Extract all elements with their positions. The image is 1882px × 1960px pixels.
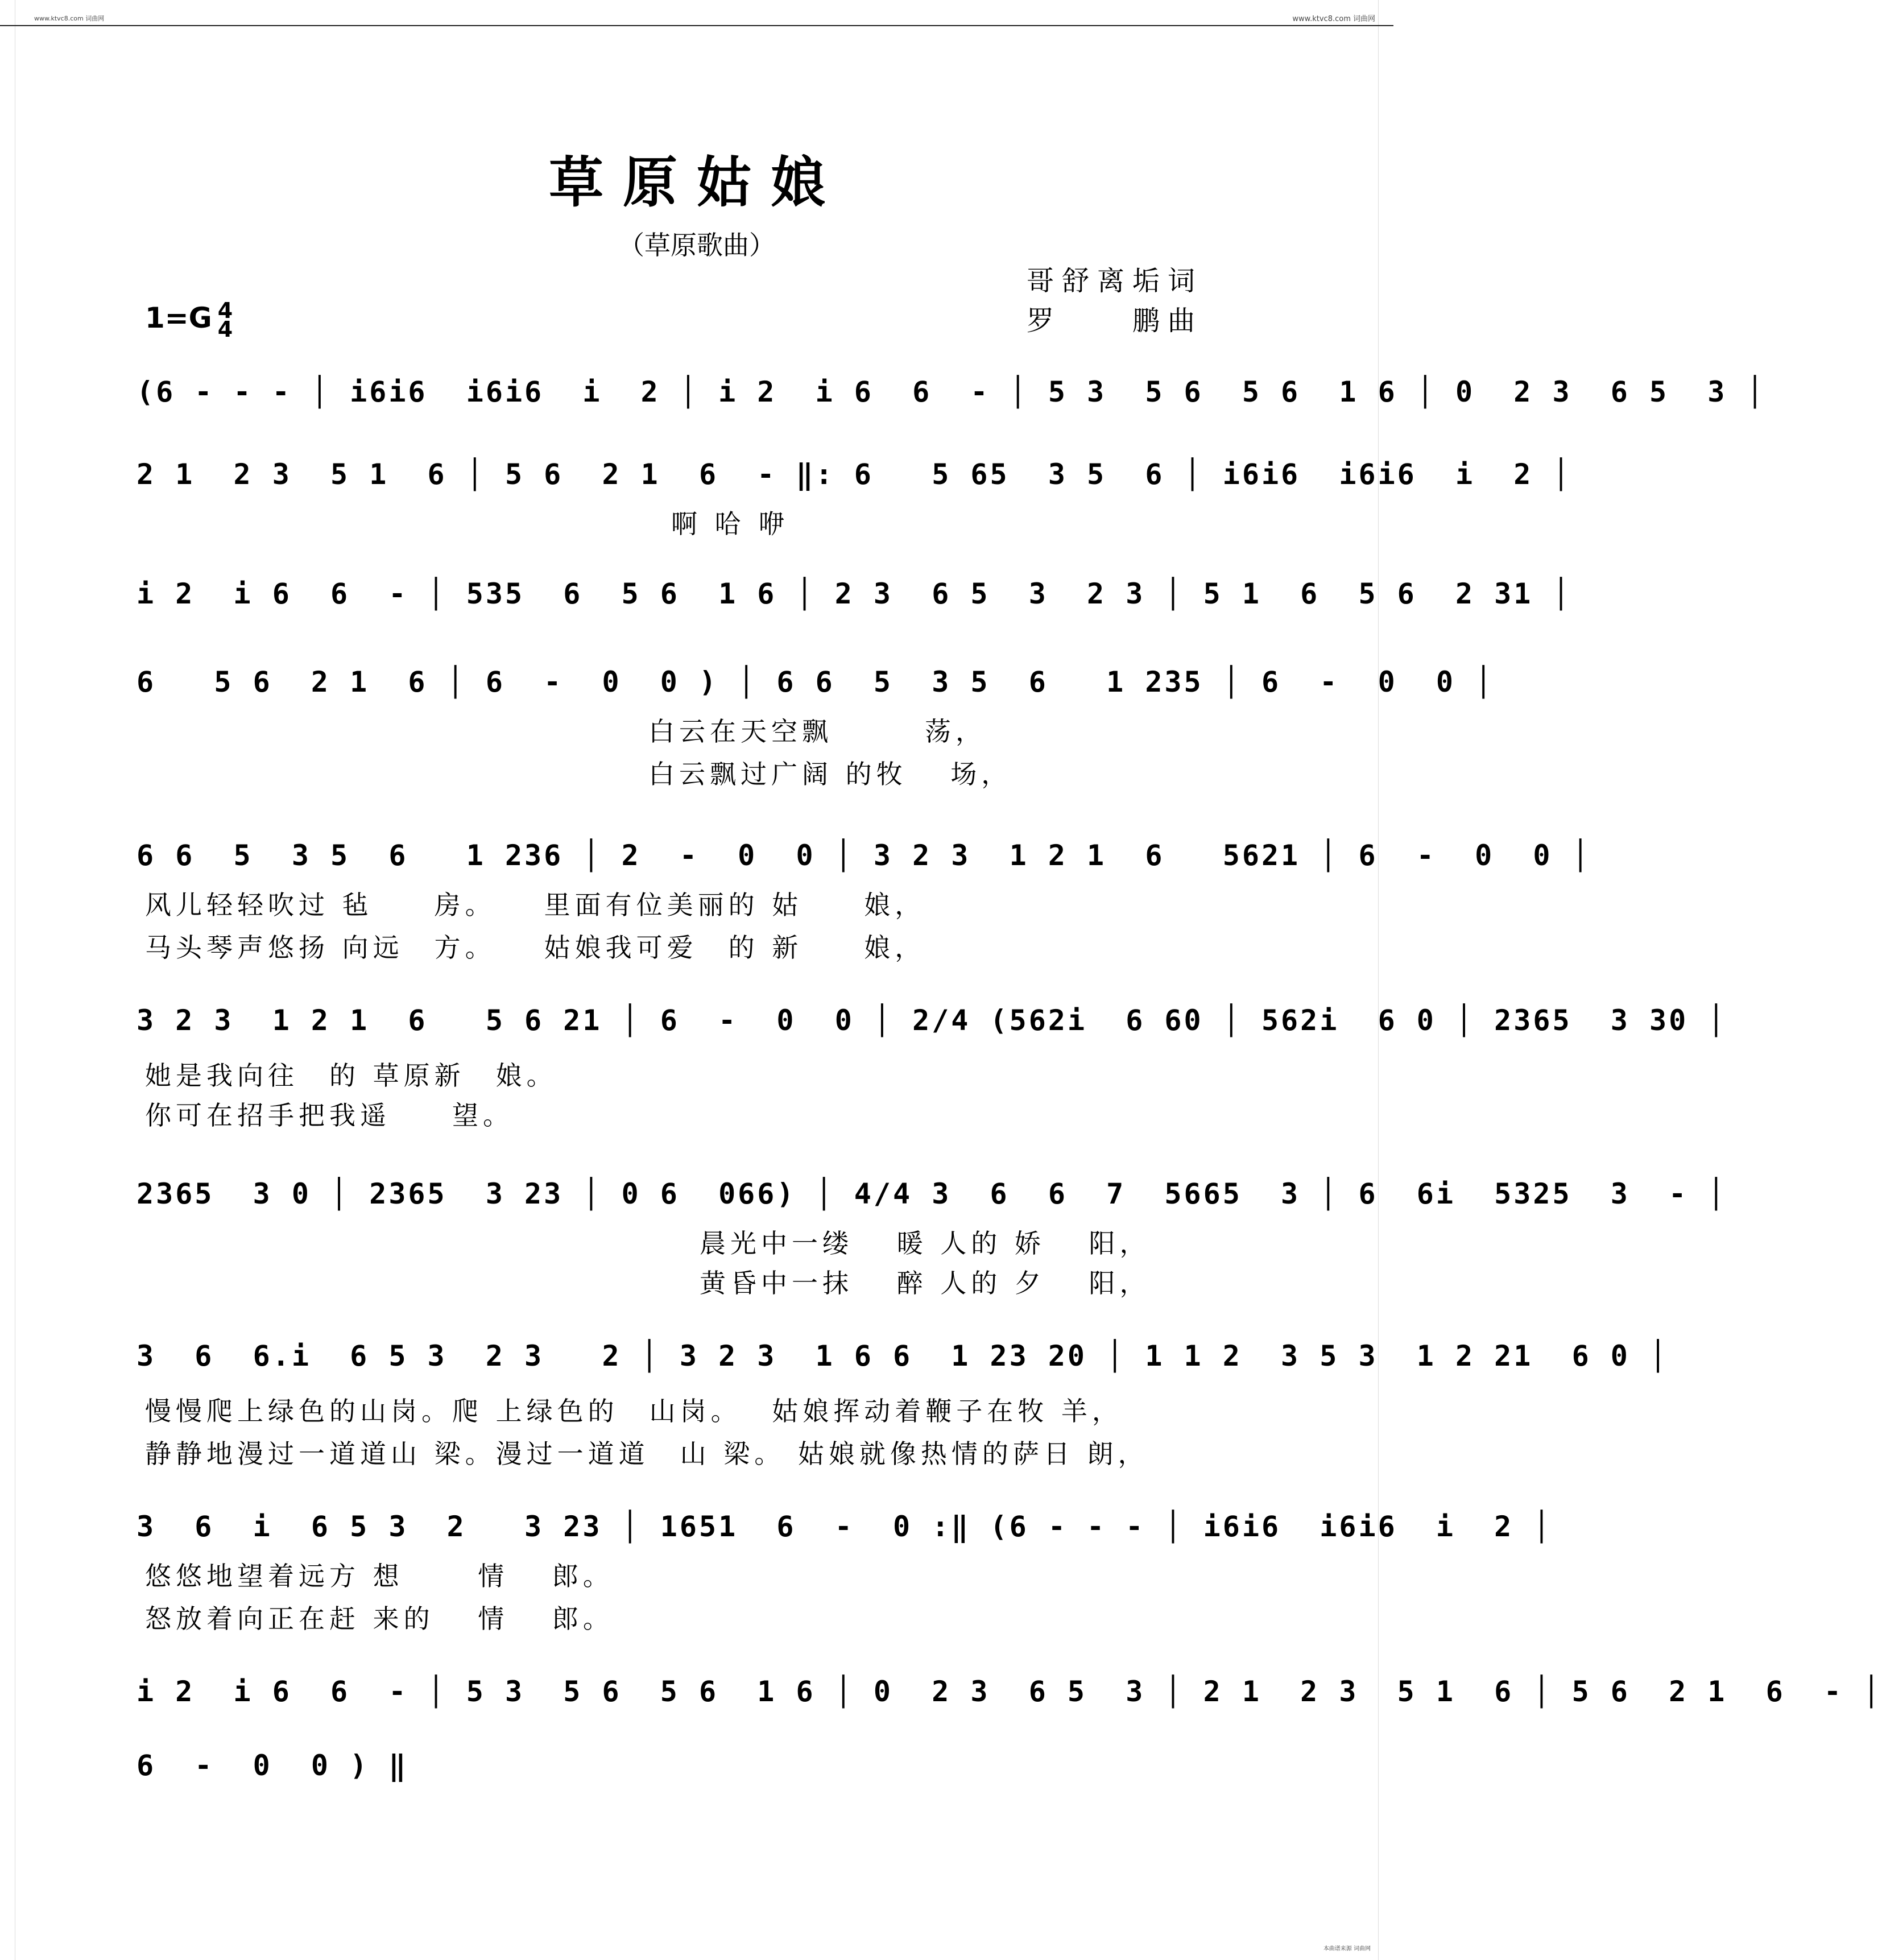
time-sig-bottom: 4 xyxy=(217,316,233,342)
lyric-verse1-line5: 慢慢爬上绿色的山岗。爬 上绿色的 山岗。 姑娘挥动着鞭子在牧 羊， xyxy=(145,1396,1123,1426)
score-row-7: 2365 3 0 │ 2365 3 23 │ 0 6 066) │ 4/4 3 6 6 7 5665 3 │ 6 6i 5325 3 - │ xyxy=(137,1177,1727,1210)
lyric-verse2-line4: 黄昏中一抹 醉 人的 夕 阳， xyxy=(700,1268,1151,1299)
composer-credit: 罗 鹏曲 xyxy=(1027,305,1203,337)
lyric-verse2-line1: 白云飘过广阔 的牧 场， xyxy=(648,759,1012,789)
lyric-verse1-line3: 她是我向往 的 草原新 娘。 xyxy=(145,1060,557,1091)
lyric-verse1-line2: 风儿轻轻吹过 毡 房。 里面有位美丽的 姑 娘， xyxy=(145,890,926,920)
lyric-verse2-line6: 怒放着向正在赶 来的 情 郎。 xyxy=(145,1603,614,1634)
lyric-verse2-line2: 马头琴声悠扬 向远 方。 姑娘我可爱 的 新 娘， xyxy=(145,932,926,963)
score-row-11: 6 - 0 0 ) ‖ xyxy=(137,1749,408,1782)
song-title: 草原姑娘 xyxy=(549,150,845,214)
key-signature xyxy=(145,298,233,342)
right-margin-strip xyxy=(1378,0,1393,1960)
lyric-verse1-line4: 晨光中一缕 暖 人的 娇 阳， xyxy=(700,1228,1151,1259)
score-row-10: i 2 i 6 6 - │ 5 3 5 6 5 6 1 6 │ 0 2 3 6 5 3 │ 2 1 2 3 5 1 6 │ 5 6 2 1 6 - │ xyxy=(137,1675,1882,1708)
song-subtitle: （草原歌曲） xyxy=(618,230,775,260)
lyric-verse1-line6: 悠悠地望着远方 想 情 郎。 xyxy=(145,1561,614,1591)
lyric-ahahai: 啊 哈 咿 xyxy=(671,508,789,539)
header-right-watermark: www.ktvc8.com 词曲网 xyxy=(1292,15,1375,23)
key-label: 1=G xyxy=(145,301,212,334)
header-rule xyxy=(0,25,1393,26)
score-row-8: 3 6 6.i 6 5 3 2 3 2 │ 3 2 3 1 6 6 1 23 20 │ 1 1 2 3 5 3 1 2 21 6 0 │ xyxy=(137,1339,1669,1372)
score-row-2: 2 1 2 3 5 1 6 │ 5 6 2 1 6 - ‖: 6 5 65 3 5 6 │ i6i6 i6i6 i 2 │ xyxy=(137,458,1572,491)
score-row-4: 6 5 6 2 1 6 │ 6 - 0 0 ) │ 6 6 5 3 5 6 1 235 │ 6 - 0 0 │ xyxy=(137,665,1495,698)
score-row-9: 3 6 i 6 5 3 2 3 23 │ 1651 6 - 0 :‖ (6 - - - │ i6i6 i6i6 i 2 │ xyxy=(137,1510,1553,1543)
lyric-verse2-line5: 静静地漫过一道道山 梁。漫过一道道 山 梁。 姑娘就像热情的萨日 朗， xyxy=(145,1438,1149,1469)
score-row-6: 3 2 3 1 2 1 6 5 6 21 │ 6 - 0 0 │ 2/4 (562i 6 60 │ 562i 6 0 │ 2365 3 30 │ xyxy=(137,1004,1727,1037)
lyric-verse1-line1: 白云在天空飘 荡， xyxy=(648,716,986,747)
footer-watermark: 本曲谱来源 词曲网 xyxy=(1323,1946,1371,1952)
header-left-watermark: www.ktvc8.com 词曲网 xyxy=(34,15,105,22)
time-sig-top: 4 xyxy=(217,298,233,324)
lyricist-credit: 哥舒离垢词 xyxy=(1027,265,1203,297)
score-row-3: i 2 i 6 6 - │ 535 6 5 6 1 6 │ 2 3 6 5 3 2 3 │ 5 1 6 5 6 2 31 │ xyxy=(137,577,1572,610)
lyric-verse2-line3: 你可在招手把我遥 望。 xyxy=(145,1100,514,1131)
score-row-1: (6 - - - │ i6i6 i6i6 i 2 │ i 2 i 6 6 - │ 5 3 5 6 5 6 1 6 │ 0 2 3 6 5 3 │ xyxy=(137,375,1766,408)
score-row-5: 6 6 5 3 5 6 1 236 │ 2 - 0 0 │ 3 2 3 1 2 1 6 5621 │ 6 - 0 0 │ xyxy=(137,839,1591,872)
left-margin-strip xyxy=(0,0,15,1960)
time-signature xyxy=(217,298,233,342)
